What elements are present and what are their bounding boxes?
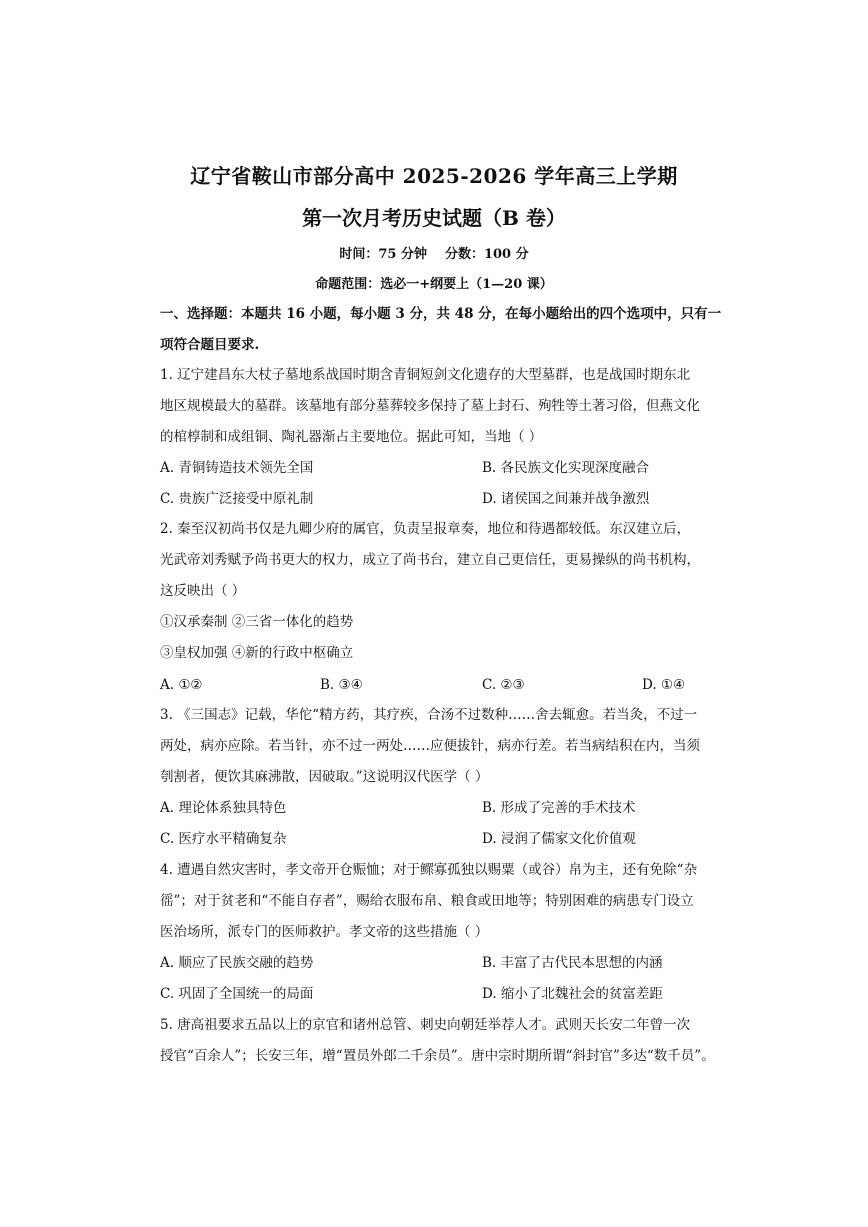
- question-3-option-b[interactable]: B. 形成了完善的手术技术: [482, 800, 636, 816]
- question-4-line2: 徭”；对于贫老和“不能自存者”，赐给衣服布帛、粮食或田地等；特别困难的病患专门设立: [160, 893, 694, 909]
- question-1-option-a[interactable]: A. 青铜铸造技术领先全国: [160, 460, 314, 476]
- question-1-option-c[interactable]: C. 贵族广泛接受中原礼制: [160, 491, 314, 507]
- question-4-option-a[interactable]: A. 顺应了民族交融的趋势: [160, 955, 314, 971]
- question-3-line3: 刳割者，便饮其麻沸散，因破取。”这说明汉代医学（ ）: [160, 769, 489, 785]
- question-3-line2: 两处，病亦应除。若当针，亦不过一两处……应便拔针，病亦行差。若当病结积在内，当须: [160, 738, 700, 754]
- question-5-line1: 5. 唐高祖要求五品以上的京官和诸州总管、刺史向朝廷举荐人才。武则天长安二年曾一次: [160, 1017, 691, 1033]
- question-4-line1: 4. 遭遇自然灾害时，孝文帝开仓赈恤；对于鳏寡孤独以赐粟（或谷）帛为主，还有免除“杂: [160, 862, 698, 878]
- question-4-line3: 医治场所，派专门的医师救护。孝文帝的这些措施（ ）: [160, 924, 489, 940]
- question-1-line2: 地区规模最大的墓群。该墓地有部分墓葬较多保持了墓上封石、殉牲等土著习俗，但燕文化: [160, 398, 700, 414]
- question-4-option-b[interactable]: B. 丰富了古代民本思想的内涵: [482, 955, 663, 971]
- question-2-line3: 这反映出（ ）: [160, 583, 246, 599]
- question-5-line2: 授官“百余人”；长安三年，增“置员外郎二千余员”。唐中宗时期所谓“斜封官”多达“数千员”。: [160, 1048, 715, 1064]
- score-label: 分数：100 分: [444, 247, 529, 262]
- question-2-option-a[interactable]: A. ①②: [160, 677, 203, 693]
- question-3-option-d[interactable]: D. 浸润了儒家文化价值观: [482, 831, 636, 847]
- exam-title-line2: 第一次月考历史试题（B 卷）: [302, 206, 566, 230]
- section-intro-line1: 一、选择题：本题共 16 小题，每小题 3 分，共 48 分，在每小题给出的四个选项中，只有一: [160, 306, 722, 322]
- question-1-line1: 1. 辽宁建昌东大杖子墓地系战国时期含青铜短剑文化遗存的大型墓群，也是战国时期东北: [160, 367, 691, 383]
- question-2-statement-1: ①汉承秦制 ②三省一体化的趋势: [160, 614, 354, 630]
- question-4-option-c[interactable]: C. 巩固了全国统一的局面: [160, 986, 314, 1002]
- question-2-option-d[interactable]: D. ①④: [642, 677, 686, 693]
- time-label: 时间：75 分钟: [339, 247, 427, 262]
- exam-title-line1: 辽宁省鞍山市部分高中 2025-2026 学年高三上学期: [190, 164, 678, 188]
- question-1-option-d[interactable]: D. 诸侯国之间兼并战争激烈: [482, 491, 650, 507]
- question-3-line1: 3. 《三国志》记载，华佗“精方药，其疗疾，合汤不过数种……舍去辄愈。若当灸，不过一: [160, 707, 698, 723]
- question-2-line1: 2. 秦至汉初尚书仅是九卿少府的属官，负责呈报章奏，地位和待遇都较低。东汉建立后，: [160, 521, 691, 537]
- exam-time-score: [0, 243, 868, 262]
- question-2-option-c[interactable]: C. ②③: [482, 677, 525, 693]
- exam-scope: 命题范围：选必一+纲要上（1—20 课）: [315, 277, 553, 292]
- question-1-line3: 的棺椁制和成组铜、陶礼器渐占主要地位。据此可知，当地（ ）: [160, 429, 543, 445]
- question-2-option-b[interactable]: B. ③④: [320, 677, 363, 693]
- question-2-statement-2: ③皇权加强 ④新的行政中枢确立: [160, 645, 354, 661]
- question-3-option-a[interactable]: A. 理论体系独具特色: [160, 800, 287, 816]
- section-intro-line2: 项符合题目要求.: [160, 337, 260, 353]
- question-2-line2: 光武帝刘秀赋予尚书更大的权力，成立了尚书台，建立自己更信任，更易操纵的尚书机构，: [160, 552, 700, 568]
- question-4-option-d[interactable]: D. 缩小了北魏社会的贫富差距: [482, 986, 663, 1002]
- question-3-option-c[interactable]: C. 医疗水平精确复杂: [160, 831, 287, 847]
- question-1-option-b[interactable]: B. 各民族文化实现深度融合: [482, 460, 650, 476]
